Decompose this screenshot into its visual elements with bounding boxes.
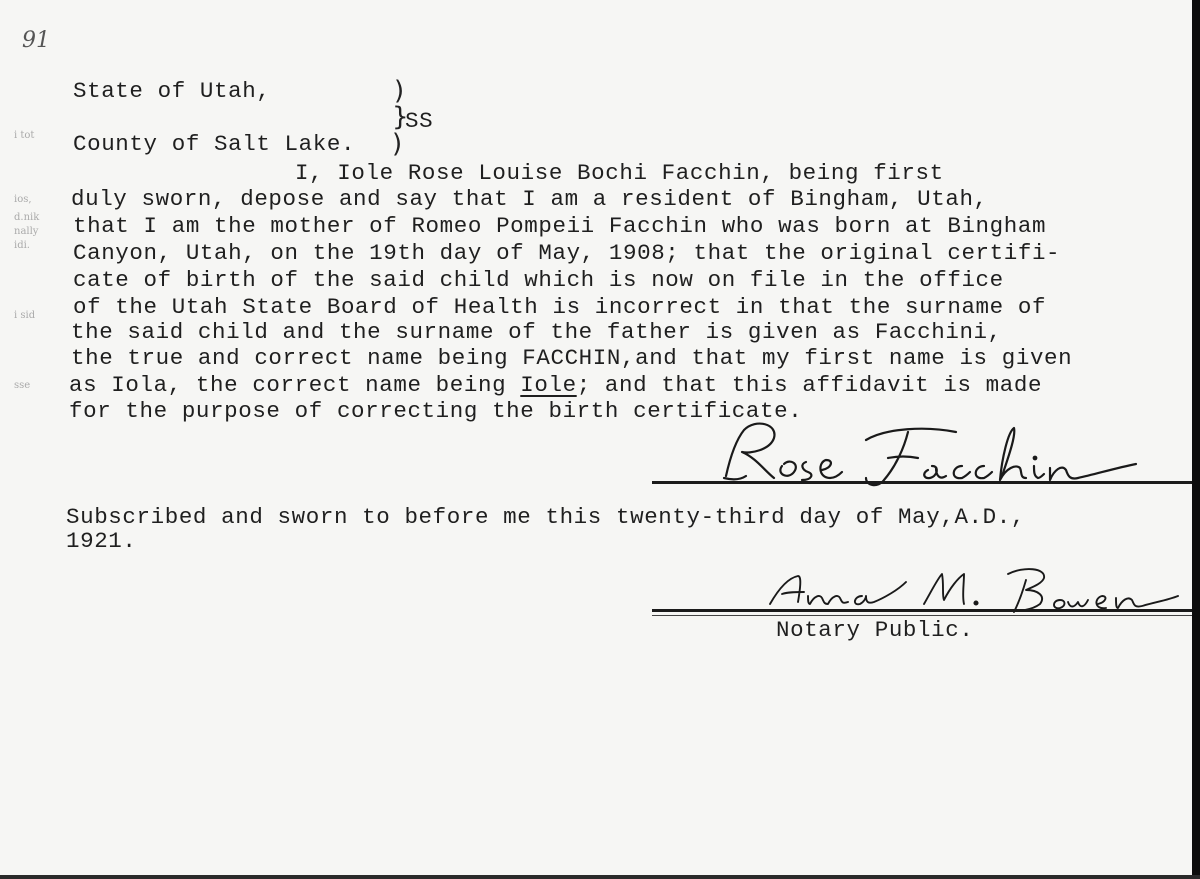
venue-bracket-top: )	[394, 76, 405, 106]
body-line-3: that I am the mother of Romeo Pompeii Facchin who was born at Bingham	[73, 213, 1047, 239]
venue-bracket-bottom: )	[392, 129, 403, 159]
body-line-10: for the purpose of correcting the birth certificate.	[69, 398, 803, 424]
corrected-first-name: Iole	[520, 372, 577, 398]
body-line-9-start: as Iola, the correct name being	[69, 372, 521, 398]
body-line-1: I, Iole Rose Louise Bochi Facchin, being first	[295, 160, 944, 186]
margin-note: ios,	[14, 194, 32, 205]
notary-title: Notary Public.	[776, 617, 974, 643]
margin-note: idi.	[14, 240, 30, 251]
venue-ss: SS	[405, 108, 434, 134]
margin-note: nally	[14, 226, 39, 237]
body-line-7: the said child and the surname of the father is given as Facchini,	[71, 319, 1002, 345]
body-line-2: duly sworn, depose and say that I am a resident of Bingham, Utah,	[71, 186, 988, 212]
margin-note: i sid	[14, 310, 36, 321]
body-line-6: of the Utah State Board of Health is incorrect in that the surname of	[73, 294, 1047, 320]
venue-bracket-mid: }	[392, 102, 409, 132]
venue-county	[73, 133, 355, 156]
notary-signature-line-lower	[652, 615, 1192, 616]
corner-file-number: 91	[22, 28, 50, 53]
venue-county-name: Lake.	[284, 131, 356, 157]
affiant-signature-line	[652, 481, 1192, 484]
scan-edge-right	[1192, 0, 1200, 879]
margin-note: i tot	[14, 130, 35, 141]
jurat-line-1: Subscribed and sworn to before me this twenty-third day of May,A.D.,	[66, 504, 1025, 530]
body-line-5: cate of birth of the said child which is now on file in the office	[73, 267, 1004, 293]
body-line-8: the true and correct name being FACCHIN,and that my first name is given	[71, 345, 1073, 371]
notary-signature-line	[652, 609, 1192, 612]
jurat-line-2: 1921.	[66, 528, 137, 554]
scan-edge-bottom	[0, 875, 1200, 879]
margin-note: d.nik	[14, 212, 40, 223]
venue-county-prefix: County of Salt	[73, 131, 285, 157]
body-line-9	[69, 374, 1042, 397]
body-line-9-end: ; and that this affidavit is made	[576, 372, 1043, 398]
venue-state: State of Utah,	[73, 78, 271, 104]
margin-note: sse	[14, 380, 31, 391]
body-line-4: Canyon, Utah, on the 19th day of May, 1908; that the original certifi-	[73, 240, 1061, 266]
